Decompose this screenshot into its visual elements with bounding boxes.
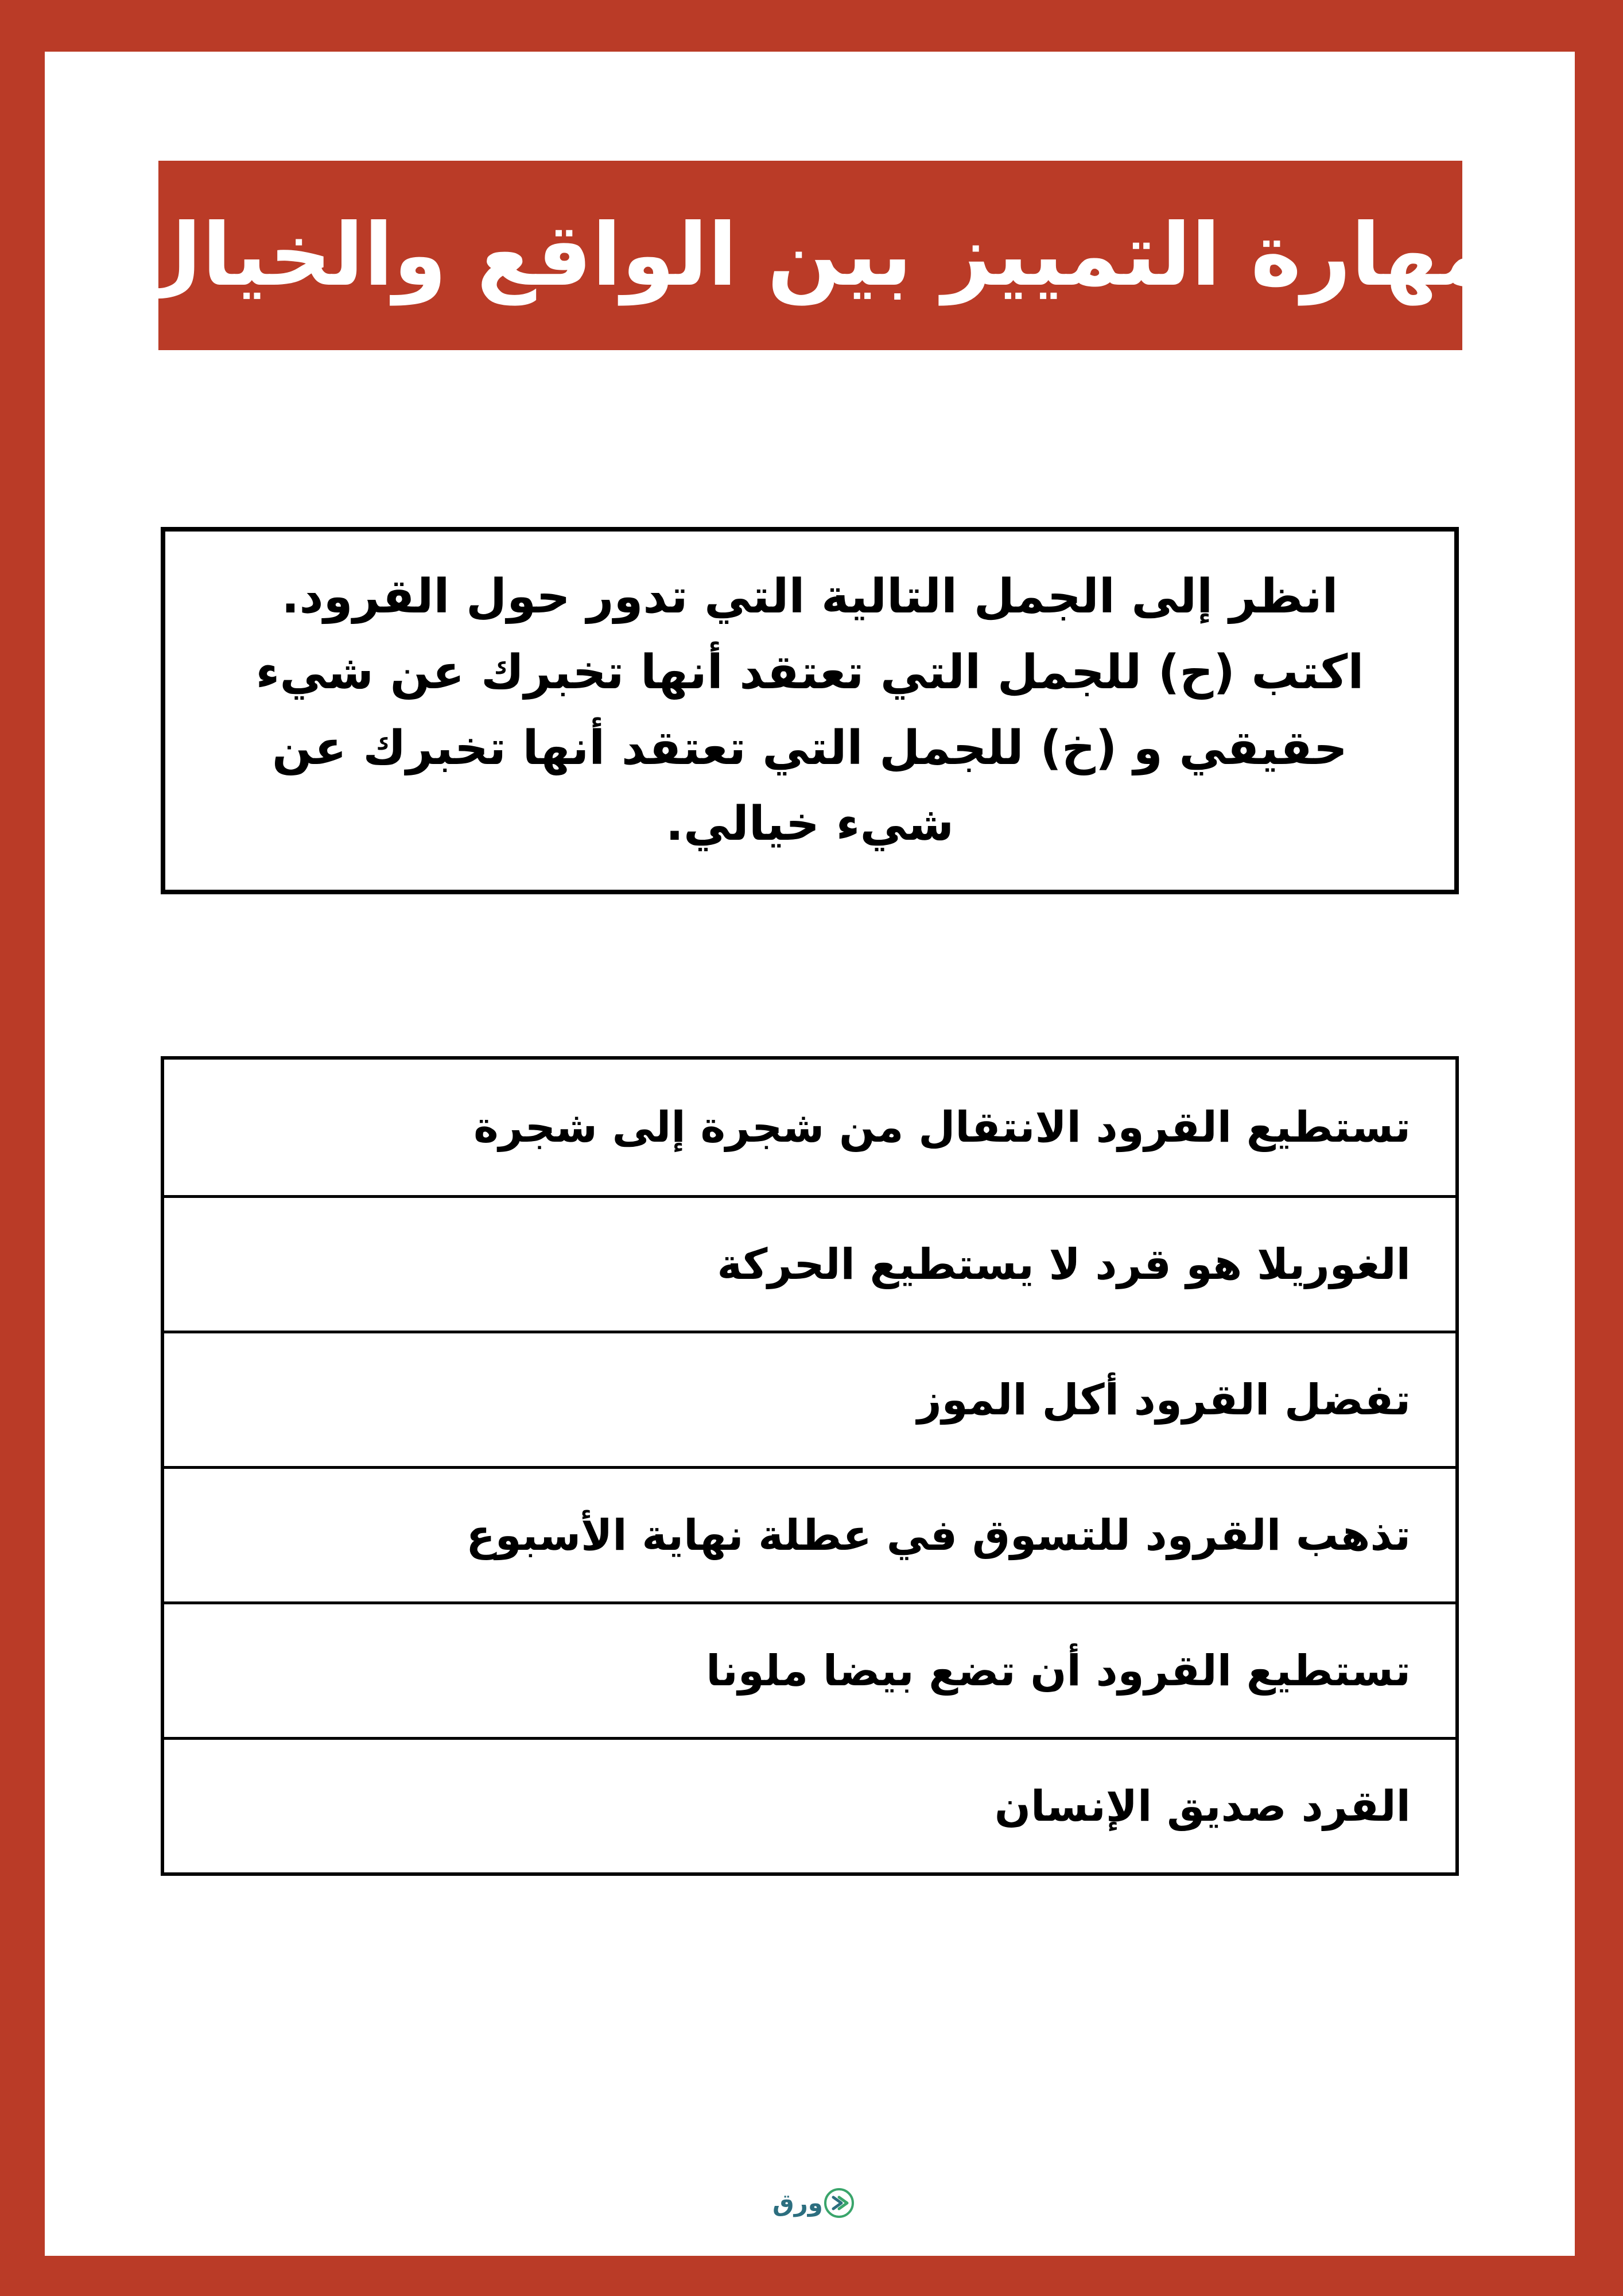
statement-row[interactable] [164,1601,1455,1737]
statement-row[interactable] [164,1737,1455,1872]
instructions-text: انظر إلى الجمل التالية التي تدور حول القرود. اكتب (ح) للجمل التي تعتقد أنها تخبرك عن شيء حقيقي و (خ) للجمل التي تعتقد أنها تخبرك عن شيء خيالي. [255,569,1364,851]
title-banner [127,161,1494,350]
instructions-box [161,527,1459,894]
statement-row[interactable] [164,1195,1455,1331]
statement-text: تستطيع القرود الانتقال من شجرة إلى شجرة [473,1103,1411,1152]
chevron-logo-icon [823,2187,855,2219]
statement-row[interactable] [164,1466,1455,1601]
page-title: مهارة التمييز بين الواقع والخيال [127,205,1494,305]
statement-text: القرد صديق الإنسان [994,1781,1411,1831]
logo-wordmark: ورق [772,2189,823,2217]
statement-text: الغوريلا هو قرد لا يستطيع الحركة [717,1239,1411,1289]
statement-row[interactable] [164,1331,1455,1466]
statements-table [161,1056,1459,1876]
worksheet-page [45,52,1575,2256]
statement-text: تذهب القرود للتسوق في عطلة نهاية الأسبوع [466,1510,1411,1560]
statement-text: تستطيع القرود أن تضع بيضا ملونا [706,1646,1411,1696]
statement-text: تفضل القرود أكل الموز [917,1375,1411,1425]
brand-logo [768,2187,860,2233]
statement-row[interactable] [164,1060,1455,1195]
